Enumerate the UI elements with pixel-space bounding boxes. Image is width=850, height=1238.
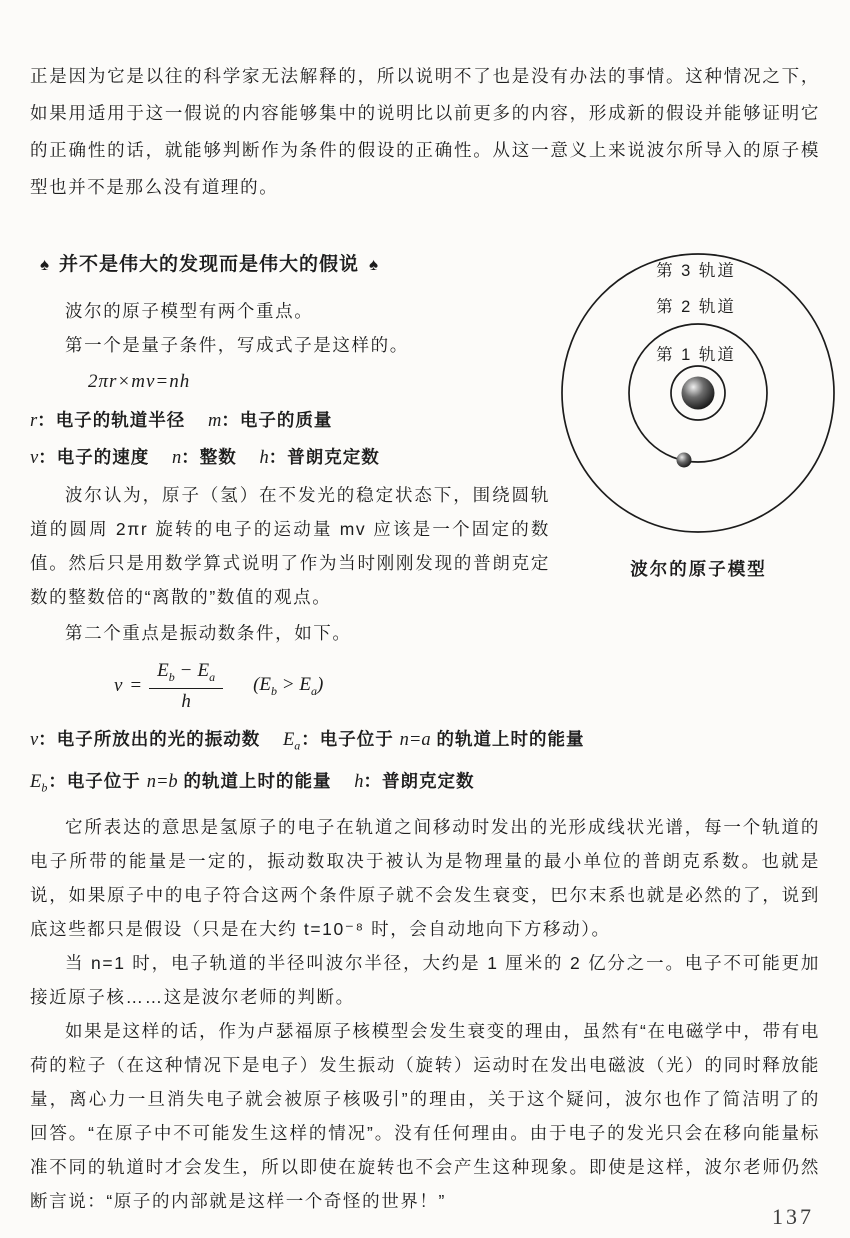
paragraph-line-spectrum: 它所表达的意思是氢原子的电子在轨道之间移动时发出的光形成线状光谱，每一个轨道的电子所带的能量是一定的，振动数取决于被认为是物理量的最小单位的普朗克系数。也就是说，如果原子中的电子符合这两个条件原子就不会发生衰变，巴尔末系也就是必然的了，说到底这些都只是假设（只是在大约 t=10⁻⁸ 时，会自动地向下方移动）。	[30, 816, 820, 939]
figure-column	[556, 252, 841, 614]
formula2-equals: =	[130, 675, 142, 697]
variable-h: h	[259, 448, 269, 468]
definition-line-eb-h: $E_b$：电子位于 n=b 的轨道上时的能量 h：普朗克定数	[30, 771, 475, 795]
formula2-fraction	[149, 660, 223, 713]
definition-v-text: 电子的速度	[56, 447, 150, 467]
section-heading	[30, 252, 550, 278]
paragraph-bohr-radius: 当 n=1 时，电子轨道的半径叫波尔半径，大约是 1 厘米的 2 亿分之一。电子不可能更加接近原子核……这是波尔老师的判断。	[30, 952, 820, 1007]
bohr-model-diagram	[556, 252, 841, 552]
nucleus	[682, 377, 715, 410]
variable-nu: v	[30, 729, 39, 750]
definition-r-text: 电子的轨道半径	[55, 410, 186, 430]
variable-r: r	[30, 411, 38, 431]
intro-paragraph: 正是因为它是以往的科学家无法解释的，所以说明不了也是没有办法的事情。这种情况之下，如果用适用于这一假说的内容能够集中的说明比以前更多的内容，形成新的假设并能够证明它的正确性的话，就能够判断作为条件的假设的正确性。从这一意义上来说波尔所导入的原子模型也并不是那么没有道理的。	[30, 66, 820, 197]
paragraph-first-condition: 第一个是量子条件，写成式子是这样的。	[65, 335, 409, 355]
formula2-condition: $(E_b > E_a)$	[253, 674, 324, 698]
variable-m: m	[207, 411, 222, 431]
definition-h-text: 普朗克定数	[287, 447, 380, 467]
paragraph-rutherford: 如果是这样的话，作为卢瑟福原子核模型会发生衰变的理由，虽然有“在电磁学中，带有电荷的粒子（在这种情况下是电子）发生振动（旋转）运动时在发出电磁波（光）的同时释放能量，离心力一旦消失电子就会被原子核吸引”的理由，关于这个疑问，波尔也作了简洁明了的回答。“在原子中不可能发生这样的情况”。没有任何理由。由于电子的发光只会在移向能量标准不同的轨道时才会发生，所以即使在旋转也不会产生这种现象。即使是这样，波尔老师仍然断言说：“原子的内部就是这样一个奇怪的世界！”	[30, 1020, 820, 1211]
definition-line-r-m: r：电子的轨道半径 m：电子的质量	[30, 410, 333, 431]
orbit-1-label: 第 1 轨道	[656, 346, 736, 364]
definition-m-text: 电子的质量	[239, 410, 333, 430]
variable-n-equals-a: n=a	[399, 729, 431, 750]
orbit-3-label: 第 3 轨道	[656, 262, 736, 280]
variable-eb: E	[30, 772, 42, 793]
figure-caption: 波尔的原子模型	[630, 559, 767, 579]
paragraph-bohr-view: 波尔认为，原子（氢）在不发光的稳定状态下，围绕圆轨道的圆周 2πr 旋转的电子的运动量 mv 应该是一个固定的数值。然后只是用数学算式说明了作为当时刚刚发现的普朗克定数的整数倍的“离散的”数值的观点。	[30, 485, 550, 607]
definition-h2-text: 普朗克定数	[382, 771, 475, 792]
variable-n-equals-b: n=b	[146, 772, 178, 793]
paragraph-two-points: 波尔的原子模型有两个重点。	[65, 301, 314, 321]
orbit-2-label: 第 2 轨道	[656, 298, 736, 316]
variable-h2: h	[354, 772, 364, 793]
section-text-column	[30, 252, 550, 614]
definition-nu-text: 电子所放出的光的振动数	[56, 728, 261, 749]
paragraph-second-point: 第二个重点是振动数条件，如下。	[65, 623, 352, 643]
section-heading-text: 并不是伟大的发现而是伟大的假说	[59, 254, 360, 275]
variable-v: v	[30, 448, 39, 468]
spade-left-icon: ♠	[40, 255, 50, 274]
definition-line-nu-ea: v：电子所放出的光的振动数 $E_a$：电子位于 n=a 的轨道上时的能量	[30, 728, 585, 753]
spade-right-icon: ♠	[369, 255, 379, 274]
definition-line-v-n-h: v：电子的速度 n：整数 h：普朗克定数	[30, 447, 380, 468]
quantum-condition-formula: 2πr×mv=nh	[88, 371, 191, 392]
page-number: 137	[772, 1204, 814, 1229]
frequency-formula	[114, 660, 820, 713]
formula2-denominator: h	[181, 690, 191, 712]
variable-ea: E	[282, 729, 295, 750]
bohr-model-figure	[556, 252, 841, 581]
formula2-lhs: v	[114, 675, 123, 697]
section-with-figure	[30, 252, 820, 614]
definition-n-text: 整数	[199, 447, 237, 467]
variable-n: n	[171, 448, 182, 468]
formula2-numerator: $E_b - E_a$	[149, 660, 223, 689]
electron	[677, 453, 692, 468]
